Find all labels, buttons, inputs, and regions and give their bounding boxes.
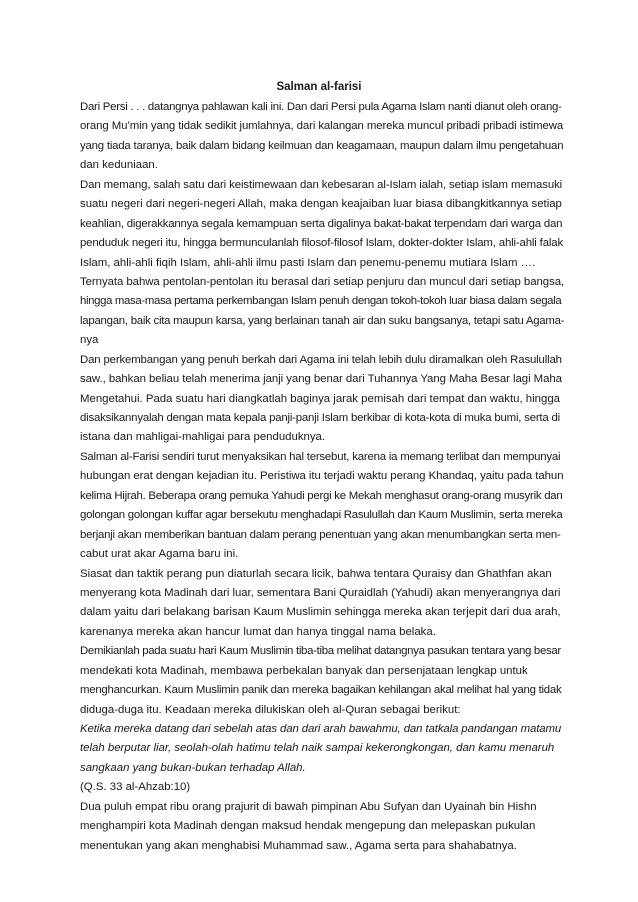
text-line: disaksikannyalah dengan mata kepala panji-panji Islam berkibar di kota-kota di muka bumi, serta di xyxy=(80,412,560,424)
text-line: Siasat dan taktik perang pun diaturlah secara licik, bahwa tentara Quraisy dan Ghathfan akan xyxy=(80,567,552,580)
text-line: berjanji akan memberikan bantuan dalam perang penentuan yang akan menumbangkan serta men- xyxy=(80,528,561,541)
quote-line: sangkaan yang bukan-bukan terhadap Allah. xyxy=(80,761,306,774)
text-line: Dan memang, salah satu dari keistimewaan dan kebesaran al-Islam ialah, setiap islam memasuki xyxy=(80,178,563,191)
text-line: karenanya mereka akan hancur lumat dan hanya tinggal nama belaka. xyxy=(80,625,436,638)
text-line: Dua puluh empat ribu orang prajurit di bawah pimpinan Abu Sufyan dan Uyainah bin Hishn xyxy=(80,800,537,813)
text-line: diduga-duga itu. Keadaan mereka dilukiskan oleh al-Quran sebagai berikut: xyxy=(80,703,461,716)
text-line: menghampiri kota Madinah dengan maksud hendak mengepung dan melepaskan pukulan xyxy=(80,820,536,833)
quote-line: Ketika mereka datang dari sebelah atas dan dari arah bawahmu, dan tatkala pandangan matamu xyxy=(80,723,562,735)
text-line: mendekati kota Madinah, membawa perbekalan banyak dan persenjataan lengkap untuk xyxy=(80,664,528,677)
text-line: (Q.S. 33 al-Ahzab:10) xyxy=(80,781,191,794)
text-line: menentukan yang akan menghabisi Muhammad saw., Agama serta para shahabatnya. xyxy=(80,839,517,852)
text-line: Dan perkembangan yang penuh berkah dari Agama ini telah lebih dulu diramalkan oleh Rasulullah xyxy=(80,353,562,366)
document-body xyxy=(80,98,564,856)
text-line: menyerang kota Madinah dari luar, sementara Bani Quraidlah (Yahudi) akan menyerangnya dari xyxy=(80,586,561,599)
text-line: keahlian, digerakkannya segala kemampuan serta digalinya bakat-bakat terpendam dari warga dan xyxy=(80,217,563,230)
text-line: dalam yaitu dari belakang barisan Kaum Muslimin sehingga mereka akan terjepit dari dua arah, xyxy=(80,606,561,619)
text-line: hubungan erat dengan kejadian itu. Peristiwa itu terjadi waktu perang Khandaq, yaitu pada tahun xyxy=(80,470,564,483)
text-line: penduduk negeri itu, hingga bermunculanlah filosof-filosof Islam, dokter-dokter Islam, ahli-ahli falak xyxy=(80,237,563,250)
text-line: kelima Hijrah. Beberapa orang pemuka Yahudi pergi ke Mekah menghasut orang-orang musyrik dan xyxy=(80,489,563,502)
document-title: Salman al-farisi xyxy=(276,81,362,93)
text-line: dan keduniaan. xyxy=(80,159,158,172)
text-line: cabut urat akar Agama baru ini. xyxy=(80,548,239,561)
text-line: saw., bahkan beliau telah menerima janji yang benar dari Tuhannya Yang Maha Besar lagi Maha xyxy=(80,373,562,386)
quote-line: telah berputar liar, seolah-olah hatimu telah naik sampai kekerongkongan, dan kamu menaruh xyxy=(80,742,555,755)
text-line: Ternyata bahwa pentolan-pentolan itu berasal dari setiap penjuru dan muncul dari setiap bangsa, xyxy=(80,275,565,288)
text-line: Salman al-Farisi sendiri turut menyaksikan hal tersebut, karena ia memang terlibat dan mempunyai xyxy=(80,450,561,463)
text-line: Mengetahui. Pada suatu hari diangkatlah baginya jarak pemisah dari tempat dan waktu, hingga xyxy=(80,392,560,405)
text-line: orang Mu’min yang tidak sedikit jumlahnya, dari kalangan mereka muncul pribadi pribadi istimewa xyxy=(80,120,564,133)
text-line: menghancurkan. Kaum Muslimin panik dan mereka bagaikan kehilangan akal melihat hal yang tidak xyxy=(80,684,562,697)
text-line: Islam, ahli-ahli fiqih Islam, ahli-ahli ilmu pasti Islam dan penemu-penemu mutiara Islam …. xyxy=(80,256,536,269)
text-line: nya xyxy=(80,334,99,347)
text-line: Demikianlah pada suatu hari Kaum Muslimin tiba-tiba melihat datangnya pasukan tentara yang besar xyxy=(80,645,561,658)
text-line: golongan golongan kuffar agar bersekutu menghadapi Rasulullah dan Kaum Muslimin, serta mereka xyxy=(80,509,563,522)
text-line: lapangan, baik cita maupun karsa, yang berlainan tanah air dan suku bangsanya, tetapi satu Agama- xyxy=(80,314,565,327)
text-line: hingga masa-masa pertama perkembangan Islam penuh dengan tokoh-tokoh luar biasa dalam segala xyxy=(80,295,562,308)
text-line: Dari Persi . . . datangnya pahlawan kali ini. Dan dari Persi pula Agama Islam nanti dianut oleh orang- xyxy=(80,101,562,113)
text-line: suatu negeri dari negeri-negeri Allah, maka dengan keajaiban luar biasa dibangkitkannya setiap xyxy=(80,198,562,211)
text-line: yang tiada taranya, baik dalam bidang keilmuan dan keagamaan, maupun dalam ilmu pengetahuan xyxy=(80,139,564,152)
text-line: istana dan mahligai-mahligai para penduduknya. xyxy=(80,431,326,444)
